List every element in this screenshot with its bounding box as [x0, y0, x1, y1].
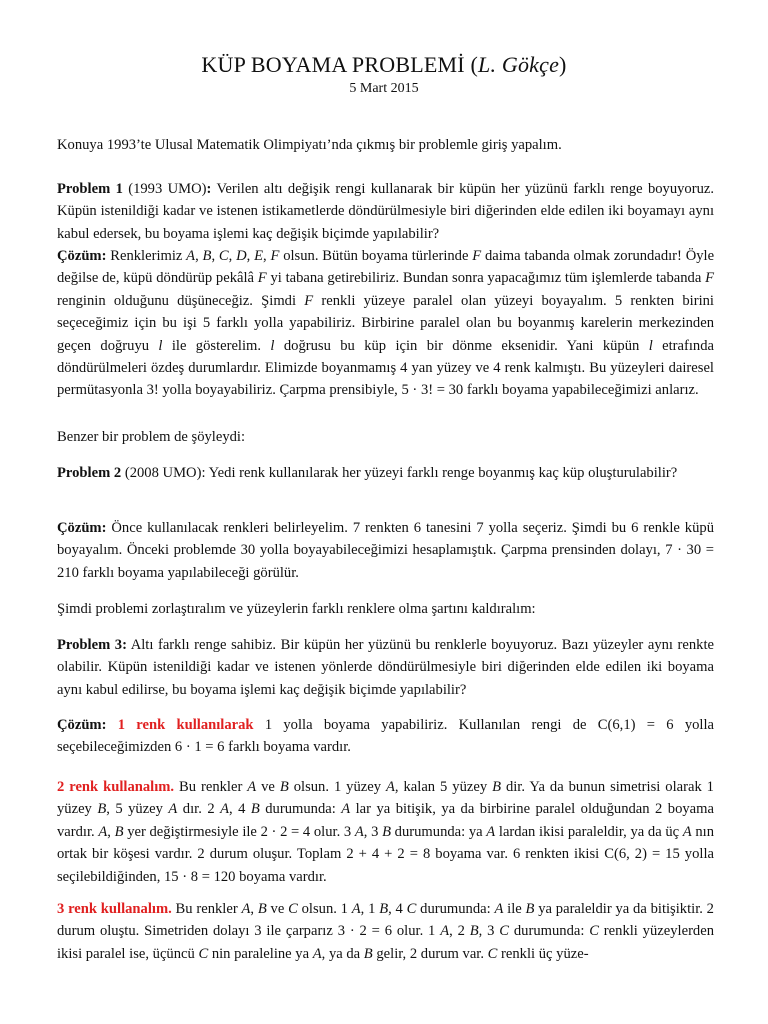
problem-1-label: Problem 1	[57, 181, 123, 197]
problem-3-label: Problem 3:	[57, 637, 127, 653]
two-colors-paragraph: 2 renk kullanalım. Bu renkler A ve B olsun. 1 yüzey A, kalan 5 yüzey B dir. Ya da bunun simetrisi olarak 1 yüzey B, 5 yüzey A dır. 2 A, 4 B durumunda: A lar ya bitişik, ya da birbirine paralel olduğundan 2 boyama vardır. A, B yer değiştirmesiyle ile 2 · 2 = 4 olur. 3 A, 3 B durumunda: ya A lardan ikisi paraleldir, ya da üç A nın ortak bir köşesi vardır. 2 durum oluşur. Toplam 2 + 4 + 2 = 8 boyama var. 6 renkten ikisi C(6, 2) = 15 yolla seçilebildiğinden, 15 · 8 = 120 boyama vardır.	[57, 779, 715, 885]
formula: 6 · 1 = 6	[174, 739, 225, 756]
problem-2-paragraph: Problem 2 (2008 UMO): Yedi renk kullanılarak her yüzeyi farklı renge boyanmış kaç küp oluşturulabilir?	[57, 465, 678, 481]
document-date: 5 Mart 2015	[349, 81, 419, 96]
solution-1-label: Çözüm:	[57, 248, 107, 264]
solution-3-paragraph: Çözüm: 1 renk kullanılarak 1 yolla boyama yapabiliriz. Kullanılan rengi de C(6,1) = 6 yolla seçebileceğimizden 6 · 1 = 6 farklı boyama vardır.	[57, 717, 714, 756]
solution-1-paragraph: Çözüm: Renklerimiz A, B, C, D, E, F olsun. Bütün boyama türlerinde F daima tabanda olmak zorundadır! Öyle değilse de, küpü döndürüp pekâlâ F yi tabana getirebiliriz. Bundan sonra yapacağımız tüm işlemlerde tabanda F renginin olduğunu düşüneceğiz. Şimdi F renkli yüzeye paralel olan yüzeyi boyayalım. 5 renkten birini seçeceğimiz için bu işi 5 farklı yolla yapabiliriz. Birbirine paralel olan bu boyanmış karelerin merkezinden geçen doğruyu l ile gösterelim. l doğrusu bu küp için bir dönme eksenidir. Yani küpün l etrafında döndürülmeleri özdeş durumlardır. Elimizde boyanmamış 4 yan yüzey ve 4 renk kalmıştı. Bu yüzeyleri dairesel permütasyonla 3! yolla boyayabiliriz. Çarpma prensibiyle, 5 · 3! = 30 farklı boyama yapabileceğimizi anlarız.	[57, 248, 715, 399]
problem-2-label: Problem 2	[57, 465, 122, 481]
one-color-heading: 1 renk kullanılarak	[117, 717, 254, 733]
solution-2-paragraph: Çözüm: Önce kullanılacak renkleri belirleyelim. 7 renkten 6 tanesini 7 yolla seçeriz. Şimdi bu 6 renkle küpü boyayalım. Önceki problemde 30 yolla boyayabileceğimizi hesaplamıştık. Çarpma prensinden dolayı, 7 · 30 = 210 farklı boyama yapılabileceği görülür.	[57, 520, 714, 581]
problem-3-paragraph: Problem 3: Altı farklı renge sahibiz. Bir küpün her yüzünü bu renklerle boyuyoruz. Bazı yüzeyler aynı renkte olabilir. Küpün istenildiği kadar ve istenen yönlerde döndürülmesiyle biri diğerinden elde edilen iki boyama aynı kabul edilirse, bu boyama işlemi kaç değişik biçimde yapılabilir?	[57, 637, 714, 698]
author-name: L. Gökçe	[478, 52, 560, 77]
formula: 2 · 2 = 4	[260, 823, 311, 840]
formula: 5 · 3! = 30	[401, 382, 464, 399]
formula: 7 · 30 = 210	[57, 542, 714, 581]
page-title: KÜP BOYAMA PROBLEMİ (L. Gökçe)	[201, 52, 567, 77]
title-main: KÜP BOYAMA PROBLEMİ	[201, 52, 465, 77]
problem-1-paragraph: Problem 1 (1993 UMO): Verilen altı değişik rengi kullanarak bir küpün her yüzünü farklı renge boyuyoruz. Küpün istenildiği kadar ve istenen istikametlerde döndürülmesiyle biri diğerinden elde edilen iki boyamayı aynı kabul edersek, bu boyama işlemi kaç değişik biçimde yapılabilir?	[57, 181, 715, 242]
formula: C(6, 2) = 15	[604, 846, 680, 863]
three-color-heading: 3 renk kullanalım.	[57, 901, 172, 917]
three-colors-paragraph: 3 renk kullanalım. Bu renkler A, B ve C olsun. 1 A, 1 B, 4 C durumunda: A ile B ya paraleldir ya da bitişiktir. 2 durum oluştu. Simetriden dolayı 3 ile çarparız 3 · 2 = 6 olur. 1 A, 2 B, 3 C durumunda: C renkli yüzeylerden ikisi paralel ise, üçüncü C nin paraleline ya A, ya da B gelir, 2 durum var. C renkli üç yüze-	[57, 901, 714, 962]
solution-2-label: Çözüm:	[57, 520, 107, 536]
similar-problem-paragraph: Benzer bir problem de şöyleydi:	[57, 429, 246, 445]
formula: 3 · 2 = 6	[337, 923, 393, 940]
two-color-heading: 2 renk kullanalım.	[57, 779, 175, 795]
formula: 2 + 4 + 2 = 8	[346, 846, 431, 863]
solution-3-label: Çözüm:	[57, 717, 107, 733]
formula: 15 · 8 = 120	[164, 868, 236, 885]
intro-paragraph: Konuya 1993’te Ulusal Matematik Olimpiyatı’nda çıkmış bir problemle giriş yapalım.	[57, 137, 562, 153]
formula: C(6,1) = 6	[597, 717, 674, 733]
transition-paragraph: Şimdi problemi zorlaştıralım ve yüzeylerin farklı renklere olma şartını kaldıralım:	[57, 601, 536, 617]
